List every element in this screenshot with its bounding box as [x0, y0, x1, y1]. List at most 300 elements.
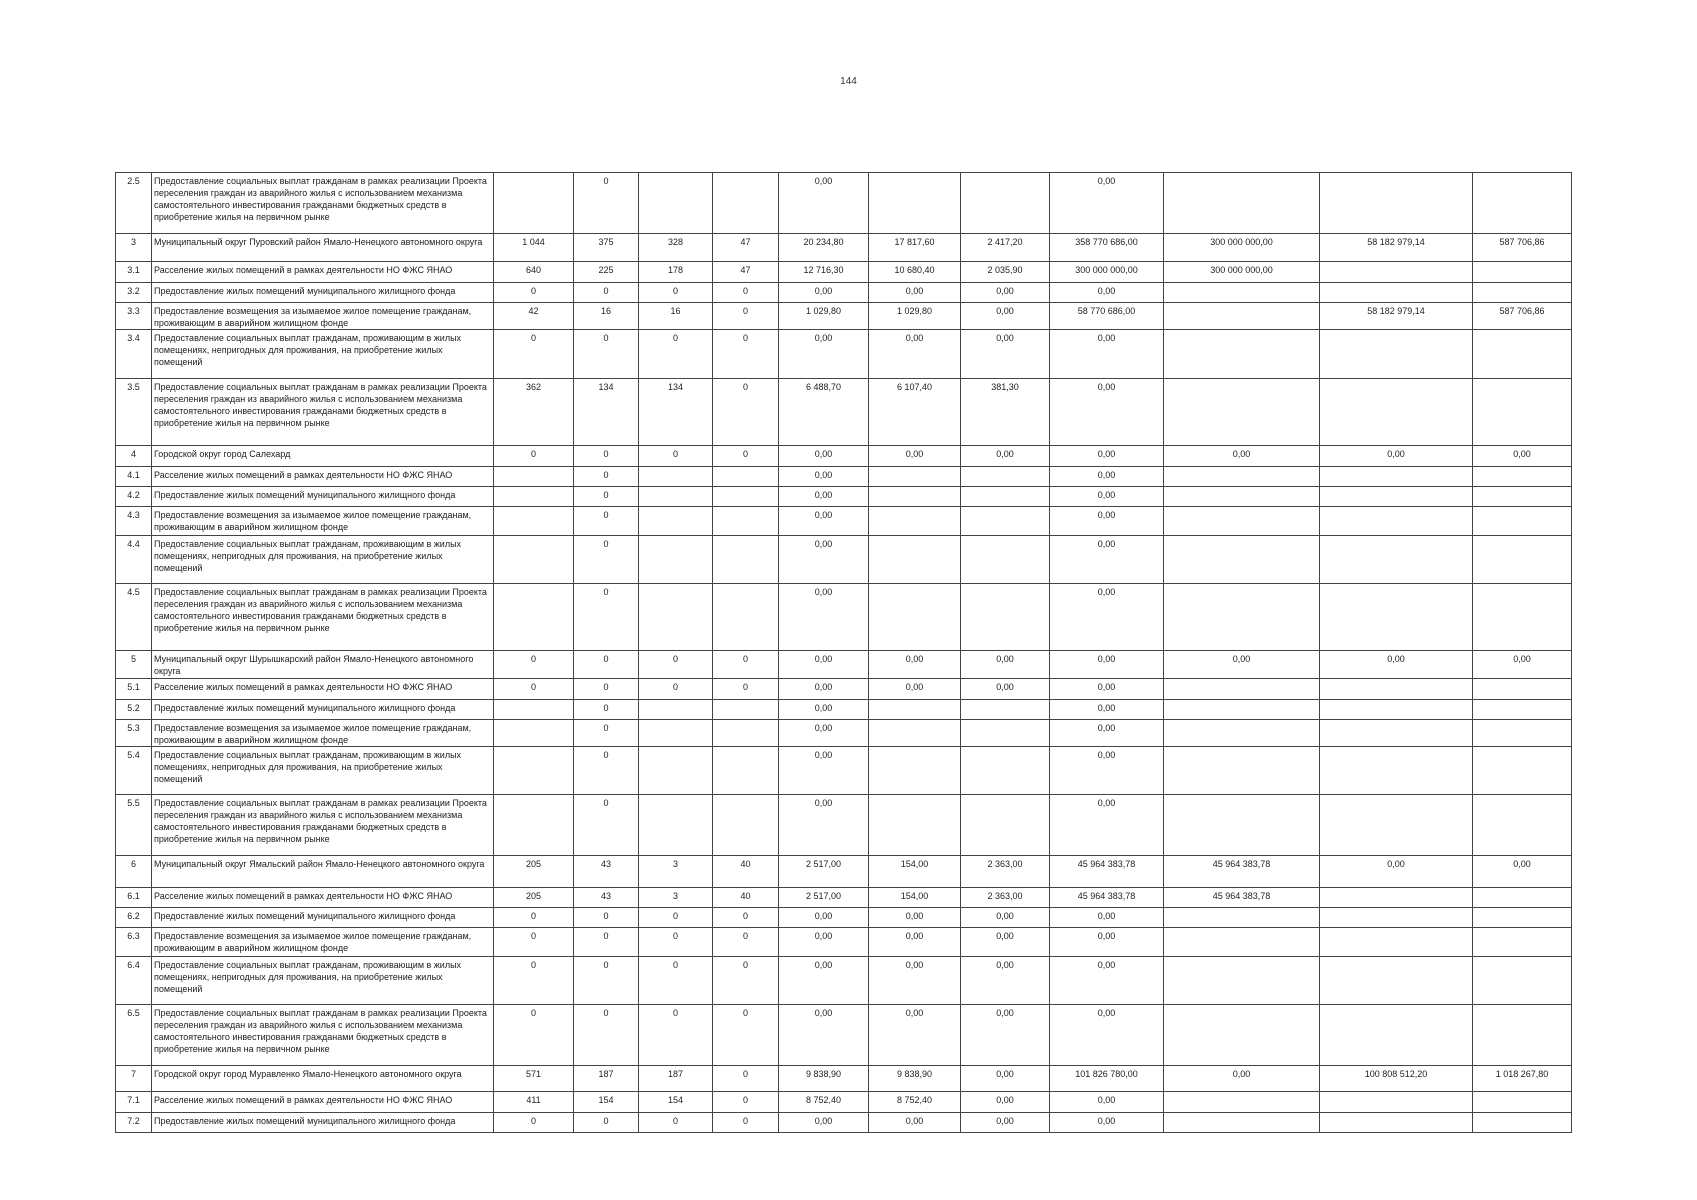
area-cell — [869, 584, 961, 651]
total-value-cell: 0 — [494, 1113, 574, 1133]
table-row — [116, 720, 1572, 747]
description-cell: Городской округ город Салехард — [152, 446, 494, 467]
funding-total-cell: 0,00 — [1050, 700, 1164, 720]
value-cell: 0 — [713, 1092, 779, 1113]
value-cell — [713, 584, 779, 651]
area-cell — [961, 584, 1050, 651]
area-total-cell: 2 517,00 — [779, 888, 869, 908]
funding-cell — [1473, 700, 1572, 720]
funding-cell — [1164, 747, 1320, 795]
area-cell — [869, 720, 961, 747]
area-cell: 2 363,00 — [961, 856, 1050, 888]
funding-cell — [1320, 330, 1473, 379]
value-cell — [639, 700, 713, 720]
table-row — [116, 679, 1572, 700]
area-total-cell: 0,00 — [779, 507, 869, 536]
value-cell: 0 — [574, 700, 639, 720]
funding-cell — [1473, 467, 1572, 487]
area-total-cell: 0,00 — [779, 720, 869, 747]
funding-cell — [1164, 1092, 1320, 1113]
funding-total-cell: 0,00 — [1050, 795, 1164, 856]
area-cell: 10 680,40 — [869, 262, 961, 283]
funding-cell: 0,00 — [1473, 446, 1572, 467]
row-number-cell: 5 — [116, 651, 152, 679]
funding-total-cell: 0,00 — [1050, 957, 1164, 1005]
area-cell: 0,00 — [961, 1066, 1050, 1092]
funding-total-cell: 58 770 686,00 — [1050, 303, 1164, 330]
area-total-cell: 0,00 — [779, 795, 869, 856]
value-cell: 0 — [574, 679, 639, 700]
area-total-cell: 12 716,30 — [779, 262, 869, 283]
funding-cell — [1320, 1005, 1473, 1066]
value-cell: 0 — [574, 908, 639, 928]
value-cell: 0 — [639, 1005, 713, 1066]
funding-cell — [1164, 928, 1320, 957]
funding-cell: 1 018 267,80 — [1473, 1066, 1572, 1092]
area-total-cell: 1 029,80 — [779, 303, 869, 330]
funding-total-cell: 0,00 — [1050, 1113, 1164, 1133]
value-cell: 3 — [639, 856, 713, 888]
value-cell: 0 — [713, 957, 779, 1005]
value-cell: 0 — [713, 446, 779, 467]
area-total-cell: 0,00 — [779, 584, 869, 651]
table-row — [116, 747, 1572, 795]
funding-cell: 0,00 — [1473, 651, 1572, 679]
funding-cell: 0,00 — [1164, 446, 1320, 467]
total-value-cell — [494, 747, 574, 795]
table-row — [116, 651, 1572, 679]
total-value-cell: 205 — [494, 856, 574, 888]
funding-cell — [1164, 1005, 1320, 1066]
table-row — [116, 888, 1572, 908]
description-cell: Расселение жилых помещений в рамках деятельности НО ФЖС ЯНАО — [152, 888, 494, 908]
value-cell: 0 — [574, 507, 639, 536]
row-number-cell: 7 — [116, 1066, 152, 1092]
funding-total-cell: 0,00 — [1050, 283, 1164, 303]
table-body — [116, 173, 1572, 1133]
area-total-cell: 20 234,80 — [779, 234, 869, 262]
area-cell: 0,00 — [961, 957, 1050, 1005]
funding-cell — [1473, 262, 1572, 283]
description-cell: Предоставление социальных выплат гражданам в рамках реализации Проекта переселения граждан из аварийного жилья с использованием механизма самостоятельного инвестирования гражданами бюджетных средств в приобретение жилья на первичном рынке — [152, 379, 494, 446]
row-number-cell: 3 — [116, 234, 152, 262]
value-cell: 0 — [574, 487, 639, 507]
description-cell: Предоставление социальных выплат гражданам, проживающим в жилых помещениях, непригодных для проживания, на приобретение жилых помещений — [152, 747, 494, 795]
funding-cell — [1164, 536, 1320, 584]
funding-cell: 0,00 — [1164, 651, 1320, 679]
area-total-cell: 0,00 — [779, 536, 869, 584]
row-number-cell: 4.3 — [116, 507, 152, 536]
funding-cell — [1473, 888, 1572, 908]
value-cell — [639, 507, 713, 536]
value-cell: 16 — [574, 303, 639, 330]
funding-cell — [1164, 957, 1320, 1005]
funding-cell: 587 706,86 — [1473, 303, 1572, 330]
description-cell: Предоставление социальных выплат гражданам, проживающим в жилых помещениях, непригодных для проживания, на приобретение жилых помещений — [152, 330, 494, 379]
funding-cell — [1473, 536, 1572, 584]
row-number-cell: 4.4 — [116, 536, 152, 584]
description-cell: Предоставление возмещения за изымаемое жилое помещение гражданам, проживающим в аварийном жилищном фонде — [152, 928, 494, 957]
funding-total-cell: 45 964 383,78 — [1050, 856, 1164, 888]
funding-cell — [1473, 507, 1572, 536]
value-cell: 0 — [713, 651, 779, 679]
area-cell: 0,00 — [869, 651, 961, 679]
row-number-cell: 6.1 — [116, 888, 152, 908]
funding-cell — [1473, 908, 1572, 928]
funding-total-cell: 0,00 — [1050, 487, 1164, 507]
table-row — [116, 262, 1572, 283]
description-cell: Городской округ город Муравленко Ямало-Ненецкого автономного округа — [152, 1066, 494, 1092]
value-cell: 47 — [713, 234, 779, 262]
table-row — [116, 1066, 1572, 1092]
area-cell: 0,00 — [869, 928, 961, 957]
value-cell — [713, 173, 779, 234]
funding-cell — [1320, 173, 1473, 234]
row-number-cell: 5.1 — [116, 679, 152, 700]
funding-cell — [1473, 679, 1572, 700]
description-cell: Предоставление жилых помещений муниципального жилищного фонда — [152, 908, 494, 928]
funding-cell — [1164, 487, 1320, 507]
area-cell — [961, 467, 1050, 487]
table-row — [116, 467, 1572, 487]
area-cell: 0,00 — [961, 1113, 1050, 1133]
funding-cell — [1164, 379, 1320, 446]
area-total-cell: 0,00 — [779, 928, 869, 957]
total-value-cell — [494, 584, 574, 651]
area-total-cell: 0,00 — [779, 957, 869, 1005]
area-cell: 6 107,40 — [869, 379, 961, 446]
area-cell: 2 363,00 — [961, 888, 1050, 908]
row-number-cell: 6 — [116, 856, 152, 888]
funding-cell — [1473, 747, 1572, 795]
description-cell: Предоставление жилых помещений муниципального жилищного фонда — [152, 700, 494, 720]
area-cell — [961, 173, 1050, 234]
table-row — [116, 507, 1572, 536]
area-total-cell: 0,00 — [779, 1113, 869, 1133]
table-row — [116, 856, 1572, 888]
value-cell: 134 — [639, 379, 713, 446]
funding-total-cell: 300 000 000,00 — [1050, 262, 1164, 283]
value-cell: 0 — [639, 446, 713, 467]
description-cell: Предоставление социальных выплат гражданам в рамках реализации Проекта переселения граждан из аварийного жилья с использованием механизма самостоятельного инвестирования гражданами бюджетных средств в приобретение жилья на первичном рынке — [152, 1005, 494, 1066]
area-cell — [869, 747, 961, 795]
total-value-cell: 0 — [494, 446, 574, 467]
row-number-cell: 7.2 — [116, 1113, 152, 1133]
description-cell: Предоставление социальных выплат гражданам в рамках реализации Проекта переселения граждан из аварийного жилья с использованием механизма самостоятельного инвестирования гражданами бюджетных средств в приобретение жилья на первичном рынке — [152, 173, 494, 234]
value-cell: 187 — [639, 1066, 713, 1092]
description-cell: Предоставление возмещения за изымаемое жилое помещение гражданам, проживающим в аварийном жилищном фонде — [152, 303, 494, 330]
area-total-cell: 0,00 — [779, 651, 869, 679]
area-cell: 0,00 — [961, 651, 1050, 679]
area-cell — [961, 795, 1050, 856]
description-cell: Расселение жилых помещений в рамках деятельности НО ФЖС ЯНАО — [152, 262, 494, 283]
value-cell: 0 — [713, 1113, 779, 1133]
funding-cell: 58 182 979,14 — [1320, 303, 1473, 330]
value-cell: 0 — [574, 173, 639, 234]
funding-cell — [1320, 584, 1473, 651]
value-cell: 154 — [574, 1092, 639, 1113]
value-cell — [639, 747, 713, 795]
funding-cell — [1164, 507, 1320, 536]
area-cell: 0,00 — [869, 330, 961, 379]
value-cell: 0 — [574, 467, 639, 487]
funding-cell — [1164, 700, 1320, 720]
area-cell: 0,00 — [961, 1092, 1050, 1113]
area-total-cell: 0,00 — [779, 330, 869, 379]
area-cell: 0,00 — [869, 908, 961, 928]
funding-cell: 587 706,86 — [1473, 234, 1572, 262]
value-cell: 134 — [574, 379, 639, 446]
value-cell — [713, 507, 779, 536]
description-cell: Предоставление социальных выплат гражданам, проживающим в жилых помещениях, непригодных для проживания, на приобретение жилых помещений — [152, 957, 494, 1005]
funding-cell — [1473, 1005, 1572, 1066]
value-cell: 0 — [639, 330, 713, 379]
area-cell: 381,30 — [961, 379, 1050, 446]
table-row — [116, 1092, 1572, 1113]
area-cell — [961, 507, 1050, 536]
value-cell: 328 — [639, 234, 713, 262]
funding-total-cell: 0,00 — [1050, 330, 1164, 379]
value-cell: 40 — [713, 856, 779, 888]
area-total-cell: 0,00 — [779, 1005, 869, 1066]
funding-cell — [1320, 928, 1473, 957]
table-row — [116, 928, 1572, 957]
value-cell — [713, 747, 779, 795]
value-cell: 0 — [639, 908, 713, 928]
area-cell — [961, 700, 1050, 720]
funding-cell: 300 000 000,00 — [1164, 234, 1320, 262]
area-cell: 8 752,40 — [869, 1092, 961, 1113]
value-cell: 0 — [574, 584, 639, 651]
value-cell: 0 — [713, 679, 779, 700]
total-value-cell: 0 — [494, 330, 574, 379]
funding-cell: 0,00 — [1320, 856, 1473, 888]
funding-cell — [1473, 173, 1572, 234]
area-total-cell: 0,00 — [779, 283, 869, 303]
funding-total-cell: 0,00 — [1050, 651, 1164, 679]
value-cell: 0 — [574, 795, 639, 856]
area-cell: 2 035,90 — [961, 262, 1050, 283]
funding-cell — [1320, 467, 1473, 487]
area-cell: 2 417,20 — [961, 234, 1050, 262]
area-total-cell: 8 752,40 — [779, 1092, 869, 1113]
value-cell: 0 — [639, 679, 713, 700]
description-cell: Предоставление социальных выплат гражданам в рамках реализации Проекта переселения граждан из аварийного жилья с использованием механизма самостоятельного инвестирования гражданами бюджетных средств в приобретение жилья на первичном рынке — [152, 795, 494, 856]
page-number: 144 — [840, 76, 857, 87]
value-cell: 0 — [574, 283, 639, 303]
funding-cell — [1320, 888, 1473, 908]
area-cell: 0,00 — [961, 679, 1050, 700]
funding-cell — [1320, 262, 1473, 283]
area-cell: 154,00 — [869, 888, 961, 908]
row-number-cell: 5.5 — [116, 795, 152, 856]
total-value-cell: 0 — [494, 1005, 574, 1066]
area-cell — [961, 720, 1050, 747]
total-value-cell — [494, 536, 574, 584]
total-value-cell: 205 — [494, 888, 574, 908]
area-cell — [869, 487, 961, 507]
area-total-cell: 6 488,70 — [779, 379, 869, 446]
funding-cell — [1320, 908, 1473, 928]
area-cell: 9 838,90 — [869, 1066, 961, 1092]
table-row — [116, 908, 1572, 928]
funding-cell — [1473, 1092, 1572, 1113]
value-cell: 178 — [639, 262, 713, 283]
area-cell: 0,00 — [869, 1113, 961, 1133]
total-value-cell: 0 — [494, 928, 574, 957]
funding-cell — [1473, 957, 1572, 1005]
funding-cell — [1164, 1113, 1320, 1133]
value-cell — [639, 720, 713, 747]
area-total-cell: 0,00 — [779, 700, 869, 720]
row-number-cell: 6.5 — [116, 1005, 152, 1066]
row-number-cell: 5.3 — [116, 720, 152, 747]
value-cell: 0 — [639, 283, 713, 303]
row-number-cell: 3.1 — [116, 262, 152, 283]
table-row — [116, 283, 1572, 303]
value-cell: 43 — [574, 856, 639, 888]
funding-cell — [1473, 379, 1572, 446]
value-cell — [639, 173, 713, 234]
row-number-cell: 4.5 — [116, 584, 152, 651]
table-row — [116, 487, 1572, 507]
row-number-cell: 4.1 — [116, 467, 152, 487]
area-cell: 0,00 — [961, 283, 1050, 303]
funding-cell: 45 964 383,78 — [1164, 888, 1320, 908]
value-cell — [639, 795, 713, 856]
value-cell — [713, 487, 779, 507]
area-cell — [869, 795, 961, 856]
funding-total-cell: 358 770 686,00 — [1050, 234, 1164, 262]
area-cell — [869, 173, 961, 234]
area-total-cell: 0,00 — [779, 747, 869, 795]
area-cell: 0,00 — [869, 679, 961, 700]
value-cell — [639, 536, 713, 584]
funding-total-cell: 0,00 — [1050, 173, 1164, 234]
value-cell — [639, 467, 713, 487]
funding-cell — [1320, 1113, 1473, 1133]
value-cell: 40 — [713, 888, 779, 908]
area-cell: 0,00 — [869, 957, 961, 1005]
total-value-cell: 571 — [494, 1066, 574, 1092]
funding-cell — [1320, 379, 1473, 446]
area-total-cell: 0,00 — [779, 487, 869, 507]
funding-total-cell: 0,00 — [1050, 507, 1164, 536]
funding-cell — [1473, 487, 1572, 507]
total-value-cell — [494, 173, 574, 234]
value-cell: 0 — [713, 283, 779, 303]
area-cell — [961, 747, 1050, 795]
description-cell: Предоставление жилых помещений муниципального жилищного фонда — [152, 283, 494, 303]
funding-cell — [1164, 467, 1320, 487]
value-cell — [713, 467, 779, 487]
funding-cell: 0,00 — [1320, 651, 1473, 679]
funding-cell — [1320, 487, 1473, 507]
description-cell: Предоставление возмещения за изымаемое жилое помещение гражданам, проживающим в аварийном жилищном фонде — [152, 720, 494, 747]
area-cell: 0,00 — [961, 908, 1050, 928]
total-value-cell: 0 — [494, 679, 574, 700]
total-value-cell — [494, 795, 574, 856]
table-row — [116, 234, 1572, 262]
table-row — [116, 173, 1572, 234]
area-cell: 1 029,80 — [869, 303, 961, 330]
value-cell: 0 — [713, 303, 779, 330]
total-value-cell: 0 — [494, 957, 574, 1005]
description-cell: Муниципальный округ Шурышкарский район Ямало-Ненецкого автономного округа — [152, 651, 494, 679]
row-number-cell: 5.2 — [116, 700, 152, 720]
description-cell: Предоставление жилых помещений муниципального жилищного фонда — [152, 1113, 494, 1133]
resettlement-table — [115, 172, 1572, 1133]
description-cell: Предоставление социальных выплат гражданам, проживающим в жилых помещениях, непригодных для проживания, на приобретение жилых помещений — [152, 536, 494, 584]
area-total-cell: 0,00 — [779, 679, 869, 700]
value-cell — [713, 720, 779, 747]
area-total-cell: 0,00 — [779, 908, 869, 928]
funding-cell — [1164, 795, 1320, 856]
funding-total-cell: 0,00 — [1050, 720, 1164, 747]
area-total-cell: 2 517,00 — [779, 856, 869, 888]
funding-cell: 45 964 383,78 — [1164, 856, 1320, 888]
value-cell: 43 — [574, 888, 639, 908]
value-cell — [639, 584, 713, 651]
value-cell: 0 — [574, 1113, 639, 1133]
row-number-cell: 6.4 — [116, 957, 152, 1005]
value-cell — [713, 536, 779, 584]
funding-total-cell: 0,00 — [1050, 1005, 1164, 1066]
row-number-cell: 3.2 — [116, 283, 152, 303]
funding-cell — [1164, 679, 1320, 700]
total-value-cell: 640 — [494, 262, 574, 283]
funding-cell — [1320, 536, 1473, 584]
description-cell: Предоставление возмещения за изымаемое жилое помещение гражданам, проживающим в аварийном жилищном фонде — [152, 507, 494, 536]
funding-cell — [1320, 283, 1473, 303]
row-number-cell: 2.5 — [116, 173, 152, 234]
value-cell: 16 — [639, 303, 713, 330]
area-cell — [869, 507, 961, 536]
funding-cell — [1473, 1113, 1572, 1133]
funding-cell — [1473, 584, 1572, 651]
area-cell — [961, 536, 1050, 584]
funding-cell: 0,00 — [1473, 856, 1572, 888]
value-cell: 0 — [574, 928, 639, 957]
funding-cell — [1320, 1092, 1473, 1113]
value-cell: 375 — [574, 234, 639, 262]
area-cell — [869, 700, 961, 720]
area-cell: 0,00 — [961, 303, 1050, 330]
funding-cell: 58 182 979,14 — [1320, 234, 1473, 262]
funding-total-cell: 0,00 — [1050, 747, 1164, 795]
area-cell: 0,00 — [961, 1005, 1050, 1066]
value-cell: 0 — [713, 928, 779, 957]
area-cell: 0,00 — [869, 446, 961, 467]
row-number-cell: 7.1 — [116, 1092, 152, 1113]
description-cell: Муниципальный округ Пуровский район Ямало-Ненецкого автономного округа — [152, 234, 494, 262]
funding-cell — [1164, 720, 1320, 747]
funding-total-cell: 45 964 383,78 — [1050, 888, 1164, 908]
value-cell: 0 — [574, 536, 639, 584]
total-value-cell: 0 — [494, 651, 574, 679]
value-cell: 0 — [713, 908, 779, 928]
funding-total-cell: 0,00 — [1050, 467, 1164, 487]
value-cell: 225 — [574, 262, 639, 283]
area-total-cell: 9 838,90 — [779, 1066, 869, 1092]
description-cell: Муниципальный округ Ямальский район Ямало-Ненецкого автономного округа — [152, 856, 494, 888]
value-cell: 0 — [639, 1113, 713, 1133]
value-cell: 0 — [574, 651, 639, 679]
value-cell: 0 — [713, 330, 779, 379]
funding-cell — [1473, 795, 1572, 856]
description-cell: Предоставление жилых помещений муниципального жилищного фонда — [152, 487, 494, 507]
row-number-cell: 6.3 — [116, 928, 152, 957]
